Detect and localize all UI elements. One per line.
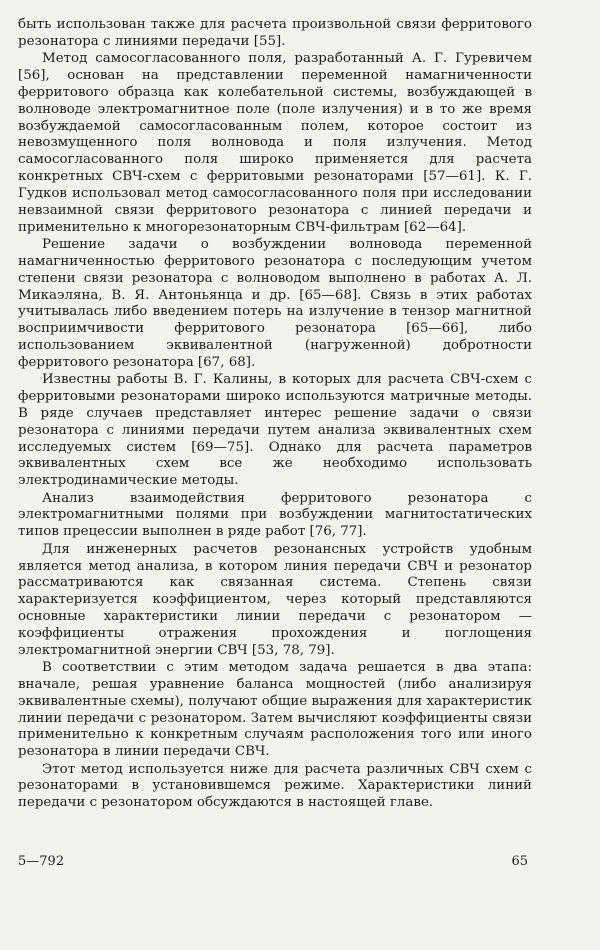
paragraph-4: Известны работы В. Г. Калины, в которых для расчета СВЧ-схем с ферритовыми резонаторами широко используются матричные методы. В ряде случаев представляет интерес решение задачи о связи резонатора с линиями передачи путем анализа эквивалентных схем исследуемых систем [69—75]. Однако для расчета параметров эквивалентных схем все же необходимо использовать электродинамические методы. [18,372,532,489]
paragraph-5: Анализ взаимодействия ферритового резонатора с электромагнитными полями при возбуждении магнитостатических типов прецессии выполнен в ряде работ [76, 77]. [18,490,532,540]
paragraph-7: В соответствии с этим методом задача решается в два этапа: вначале, решая уравнение баланса мощностей (либо анализируя эквивалентные схемы), получают общие выражения для характеристик линии передачи с резонатором. Затем вычисляют коэффициенты связи применительно к конкретным случаям расположения того или иного резонатора в линии передачи СВЧ. [18,660,532,760]
printer-signature: 5—792 [18,854,65,869]
paragraph-2: Метод самосогласованного поля, разработанный А. Г. Гуревичем [56], основан на представлении переменной намагниченности ферритового образца как колебательной системы, возбуждающей в волноводе электромагнитное поле (поле излучения) и в то же время возбуждаемой самосогласованным полем, которое состоит из невозмущенного поля волновода и поля излучения. Метод самосогласованного поля широко применяется для расчета конкретных СВЧ-схем с ферритовыми резонаторами [57—61]. К. Г. Гудков использовал метод самосогласованного поля при исследовании невзаимной связи ферритового резонатора с линией передачи и применительно к многорезонаторным СВЧ-фильтрам [62—64]. [18,51,532,235]
paragraph-6: Для инженерных расчетов резонансных устройств удобным является метод анализа, в котором линия передачи СВЧ и резонатор рассматриваются как связанная система. Степень связи характеризуется коэффициентом, через который представляются основные характеристики линии передачи с резонатором — коэффициенты отражения прохождения и поглощения электромагнитной энергии СВЧ [53, 78, 79]. [18,541,532,658]
paragraph-8: Этот метод используется ниже для расчета различных СВЧ схем с резонаторами в установившемся режиме. Характеристики линий передачи с резонатором обсуждаются в настоящей главе. [18,761,532,811]
paragraph-1: быть использован также для расчета произвольной связи ферритового резонатора с линиями передачи [55]. [18,17,532,49]
body-text [18,17,532,812]
page-number: 65 [511,854,528,869]
paragraph-3: Решение задачи о возбуждении волновода переменной намагниченностью ферритового резонатора с последующим учетом степени связи резонатора с волноводом выполнено в работах А. Л. Микаэляна, В. Я. Антоньянца и др. [65—68]. Связь в этих работах учитывалась либо введением потерь на излучение в тензор магнитной восприимчивости ферритового резонатора [65—66], либо использованием эквивалентной (нагруженной) добротности ферритового резонатора [67, 68]. [18,236,532,370]
